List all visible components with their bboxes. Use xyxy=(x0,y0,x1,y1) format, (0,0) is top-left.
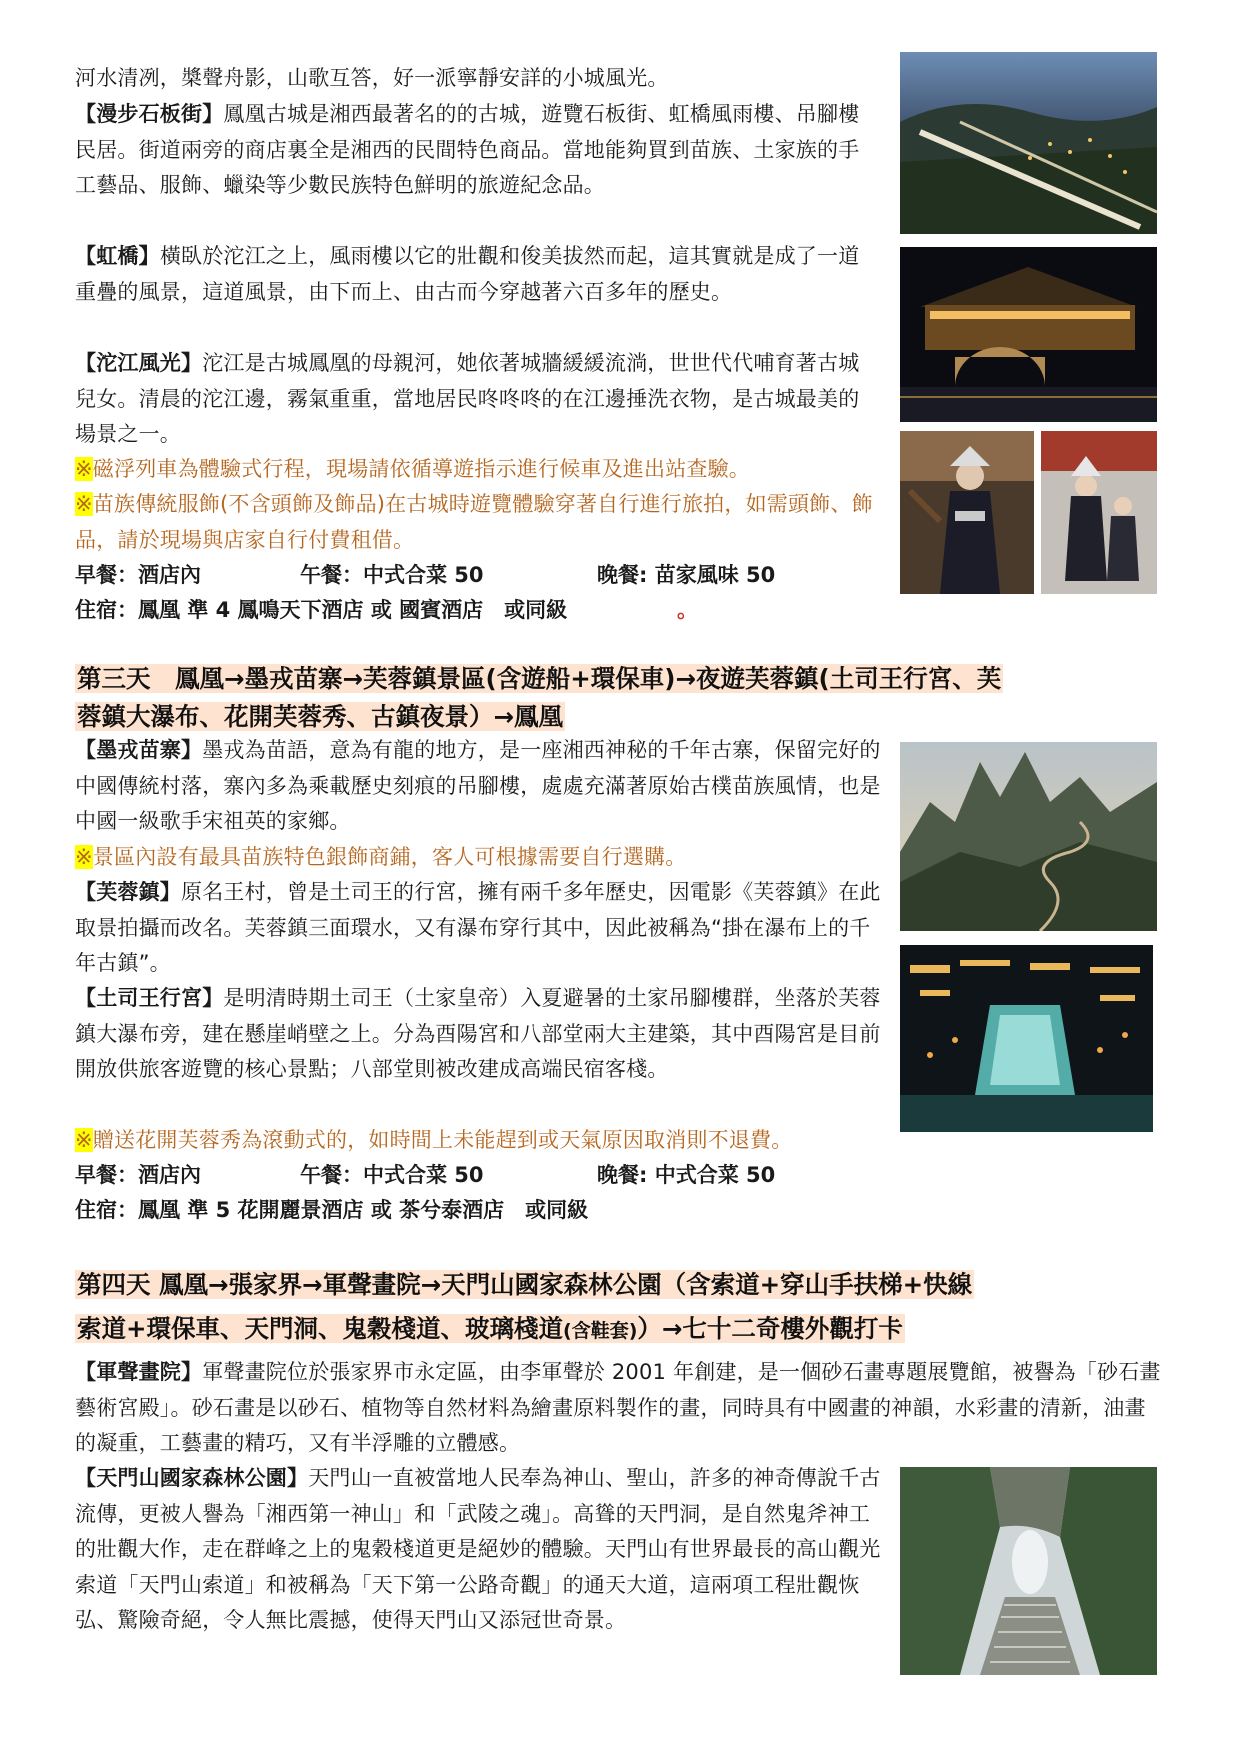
morong-miao-village-photo xyxy=(900,742,1157,931)
day4-heading-line2 xyxy=(75,1314,905,1343)
section-title: 【芙蓉鎮】 xyxy=(75,880,181,904)
note-mark: ※ xyxy=(75,845,93,869)
maglev-note xyxy=(75,452,875,488)
section-title: 【土司王行宮】 xyxy=(75,986,224,1010)
phoenix-town-aerial-photo xyxy=(900,52,1157,234)
breakfast: 早餐：酒店內 xyxy=(75,563,201,587)
section-title: 【漫步石板街】 xyxy=(75,102,224,126)
section-title: 【沱江風光】 xyxy=(75,351,203,375)
tuo-river-paragraph xyxy=(75,346,875,453)
silver-shop-note xyxy=(75,840,883,876)
note-mark: ※ xyxy=(75,492,93,516)
miao-costume-photo-2 xyxy=(1041,431,1157,594)
miao-costume-photo-1 xyxy=(900,431,1034,594)
meals-row xyxy=(75,1158,875,1193)
rainbow-bridge-night-photo xyxy=(900,247,1157,422)
day3-heading-line1: 第三天 鳳凰→墨戎苗寨→芙蓉鎮景區(含遊船+環保車)→夜遊芙蓉鎮(土司王行宮、芙 xyxy=(77,664,1002,693)
day3-heading xyxy=(75,660,1165,736)
day4-heading-line1: 第四天 鳳凰→張家界→軍聲畫院→天門山國家森林公園（含索道+穿山手扶梯+快線 xyxy=(77,1270,973,1299)
tusi-palace-paragraph xyxy=(75,981,883,1088)
section-text: 原名王村，曾是土司王的行宮，擁有兩千多年歷史，因電影《芙蓉鎮》在此取景拍攝而改名。芙蓉鎮三面環水，又有瀑布穿行其中，因此被稱為“掛在瀑布上的千年古鎮”。 xyxy=(75,880,881,975)
dinner: 晚餐: 中式合菜 50 xyxy=(597,1163,776,1187)
accommodation xyxy=(75,593,875,628)
day4-heading xyxy=(75,1263,1165,1353)
section-text: 沱江是古城鳳凰的母親河，她依著城牆緩緩流淌，世世代代哺育著古城兒女。清晨的沱江邊，霧氣重重，當地居民咚咚咚的在江邊捶洗衣物，是古城最美的場景之一。 xyxy=(75,351,860,446)
section-title: 【虹橋】 xyxy=(75,244,160,268)
accommodation-text: 住宿：鳳凰 準 4 鳳鳴天下酒店 或 國賓酒店 或同級 xyxy=(75,598,568,622)
furong-waterfall-night-photo xyxy=(900,945,1153,1132)
junsheng-paragraph xyxy=(75,1355,1165,1462)
section-title: 【軍聲畫院】 xyxy=(75,1360,203,1384)
note-mark: ※ xyxy=(75,1128,93,1152)
section-title: 【墨戎苗寨】 xyxy=(75,738,203,762)
breakfast: 早餐：酒店內 xyxy=(75,1163,201,1187)
note-mark: ※ xyxy=(75,457,93,481)
tianmen-cave-photo xyxy=(900,1467,1157,1675)
section-text: 墨戎為苗語，意為有龍的地方，是一座湘西神秘的千年古寨，保留完好的中國傳統村落，寨內多為乘載歷史刻痕的吊腳樓，處處充滿著原始古樸苗族風情，也是中國一級歌手宋祖英的家鄉。 xyxy=(75,738,881,833)
section-text: 鳳凰古城是湘西最著名的的古城，遊覽石板街、虹橋風雨樓、吊腳樓民居。街道兩旁的商店裏全是湘西的民間特色商品。當地能夠買到苗族、土家族的手工藝品、服飾、蠟染等少數民族特色鮮明的旅遊紀念品。 xyxy=(75,102,860,197)
note-text: 苗族傳統服飾(不含頭飾及飾品)在古城時遊覽體驗穿著自行進行旅拍，如需頭飾、飾品，請於現場與店家自行付費租借。 xyxy=(75,492,873,552)
accommodation-end: 。 xyxy=(677,598,698,622)
stone-street-paragraph xyxy=(75,97,875,204)
dinner: 晚餐: 苗家風味 50 xyxy=(597,563,776,587)
rainbow-bridge-paragraph xyxy=(75,239,875,310)
section-text: 是明清時期土司王（土家皇帝）入夏避暑的土家吊腳樓群，坐落於芙蓉鎮大瀑布旁，建在懸崖峭壁之上。分為酉陽宮和八部堂兩大主建築，其中酉陽宮是目前開放供旅客遊覽的核心景點；八部堂則被改建成高端民宿客棧。 xyxy=(75,986,881,1081)
day4-heading-line2-b: (含鞋套) xyxy=(563,1320,638,1342)
accommodation xyxy=(75,1193,875,1228)
tianmen-paragraph xyxy=(75,1461,885,1639)
note-text: 景區內設有最具苗族特色銀飾商鋪，客人可根據需要自行選購。 xyxy=(92,845,687,869)
section-text: 軍聲畫院位於張家界市永定區，由李軍聲於 2001 年創建，是一個砂石畫專題展覽館，被譽為「砂石畫藝術宮殿」。砂石畫是以砂石、植物等自然材料為繪畫原料製作的畫，同時具有中國畫的神韻，水彩畫的清新，油畫的凝重，工藝畫的精巧，又有半浮雕的立體感。 xyxy=(75,1360,1161,1455)
note-text: 磁浮列車為體驗式行程，現場請依循導遊指示進行候車及進出站查驗。 xyxy=(92,457,750,481)
day4-heading-line2-a: 索道+環保車、天門洞、鬼穀棧道、玻璃棧道 xyxy=(77,1314,564,1343)
furong-paragraph xyxy=(75,875,883,982)
day3-heading-line2: 蓉鎮大瀑布、花開芙蓉秀、古鎮夜景）→鳳凰 xyxy=(77,702,564,731)
section-title: 【天門山國家森林公園】 xyxy=(75,1466,309,1490)
accommodation-text: 住宿：鳳凰 準 5 花開麗景酒店 或 茶兮泰酒店 或同級 xyxy=(75,1198,589,1222)
meals-row xyxy=(75,558,875,593)
show-note xyxy=(75,1123,883,1159)
section-text: 天門山一直被當地人民奉為神山、聖山，許多的神奇傳說千古流傳，更被人譽為「湘西第一神山」和「武陵之魂」。高聳的天門洞，是自然鬼斧神工的壯觀大作，走在群峰之上的鬼穀棧道更是絕妙的體驗。天門山有世界最長的高山觀光索道「天門山索道」和被稱為「天下第一公路奇觀」的通天大道，這兩項工程壯觀恢弘、驚險奇絕，令人無比震撼，使得天門山又添冠世奇景。 xyxy=(75,1466,881,1632)
day4-heading-line2-c: ）→七十二奇樓外觀打卡 xyxy=(637,1314,903,1343)
morong-paragraph xyxy=(75,733,883,840)
lunch: 午餐：中式合菜 50 xyxy=(300,563,484,587)
lunch: 午餐：中式合菜 50 xyxy=(300,1163,484,1187)
note-text: 贈送花開芙蓉秀為滾動式的，如時間上未能趕到或天氣原因取消則不退費。 xyxy=(92,1128,793,1152)
costume-note xyxy=(75,487,875,558)
section-text: 橫臥於沱江之上，風雨樓以它的壯觀和俊美拔然而起，這其實就是成了一道重疊的風景，這道風景，由下而上、由古而今穿越著六百多年的歷史。 xyxy=(75,244,860,304)
intro-paragraph: 河水清冽，槳聲舟影，山歌互答，好一派寧靜安詳的小城風光。 xyxy=(75,66,669,90)
